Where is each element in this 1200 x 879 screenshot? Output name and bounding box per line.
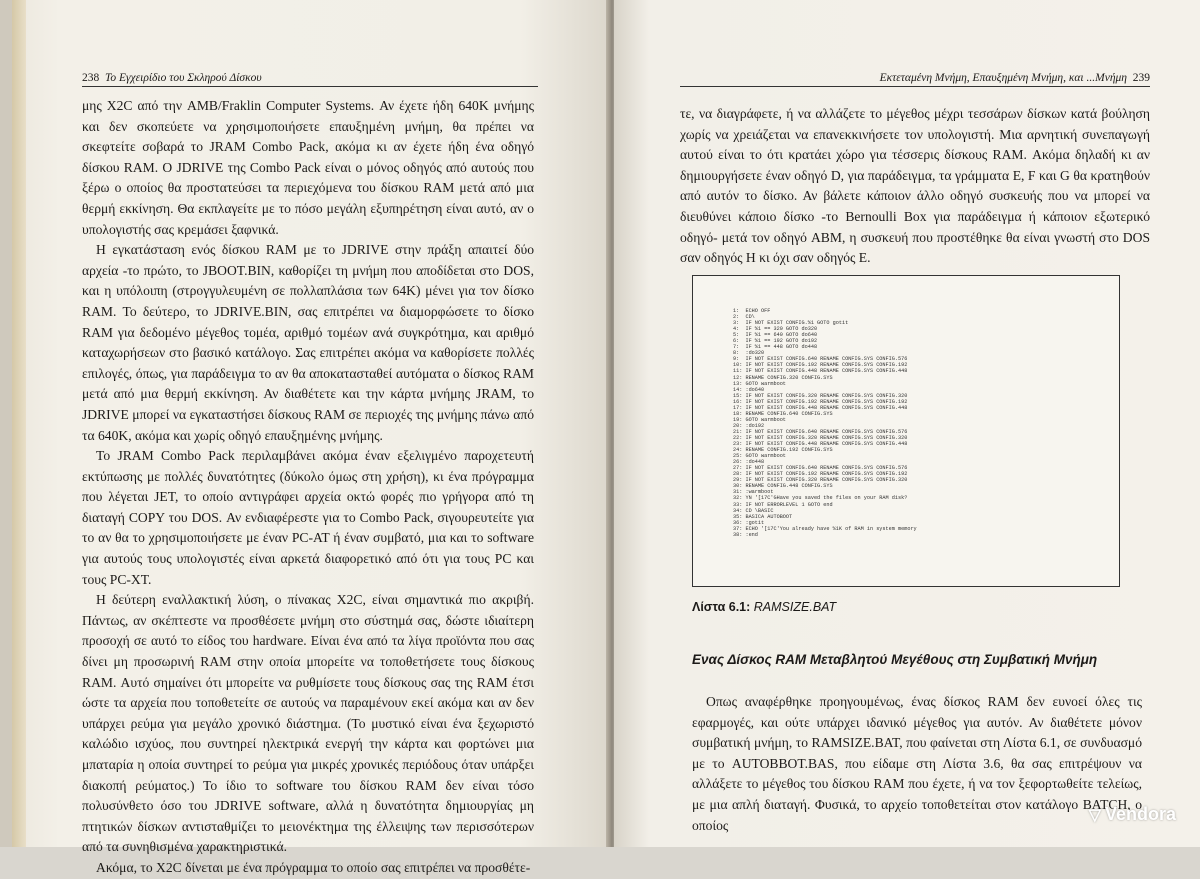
code-line: 9: IF NOT EXIST CONFIG.640 RENAME CONFIG.SYS CONFIG.576 [733, 356, 908, 363]
code-line: 18: RENAME CONFIG.640 CONFIG.SYS [733, 410, 833, 417]
right-paragraph: Οπως αναφέρθηκε προηγουμένως, ένας δίσκος RAM δεν ευνοεί όλες τις εφαρμογές, και ούτε υπάρχει ιδανικό μέγεθος για αυτόν. Αν διαθέτετε μόνον συμβατική μνήμη, το RAMSIZE.BAT, που φαίνεται στη Λίστα 6.1, σε συνδυασμό με το AUTOBBOT.BAS, που είδαμε στη Λίστα 3.6, θα σας επιτρέψουν να αλλάξετε το μέγεθος του δίσκου RAM που έχετε, ή να τον ξεφορτωθείτε τελείως, με μια απλή διαταγή. Φυσικά, το αρχείο τοποθετείται στον κατάλογο BATCH, ο οποίος [692, 694, 1142, 833]
left-body-text [82, 96, 534, 879]
code-line: 26: :do448 [733, 459, 765, 466]
code-line: 12: RENAME CONFIG.320 CONFIG.SYS [733, 374, 833, 381]
code-line: 21: IF NOT EXIST CONFIG.640 RENAME CONFIG.SYS CONFIG.576 [733, 428, 908, 435]
left-paragraph: Η εγκατάσταση ενός δίσκου RAM με το JDRIVE στην πράξη απαιτεί δύο αρχεία -το πρώτο, το JBOOT.BIN, καθορίζει τη μνήμη που αποδίδεται στο DOS, και η υπόλοιπη (στρογγυλευμένη σε πολλαπλάσια των 64K) μένει για τον δίσκο RAM. Το δεύτερο, το JDRIVE.BIN, σας επιτρέπει να διαμορφώσετε το δίσκο RAM για δεδομένο μέγεθος τομέα, αριθμό τομέων ανά συγκρότημα, και αριθμό καταχωρήσεων στο βασικό κατάλογο. Σας επιτρέπει ακόμα να καθορίσετε πολλές επιλογές, όπως, για παράδειγμα το αν θα αποκατασταθεί αυτόματα ο δίσκος RAM μετά από μια θερμή εκκίνηση. Αν διαθέτετε και την κάρτα μνήμης JRAM, το JDRIVE μπορεί να εγκαταστήσει δίσκους RAM σε περιοχές της μνήμης πάνω από τα 640K, ακόμα και χωρίς οδηγό επαυξημένης μνήμης. [82, 242, 534, 443]
code-line: 2: CD\ [733, 314, 755, 321]
vendora-logo-icon: ▽ [1088, 807, 1101, 824]
code-line: 30: RENAME CONFIG.448 CONFIG.SYS [733, 483, 833, 490]
right-header-title: Εκτεταμένη Μνήμη, Επαυξημένη Μνήμη, και ...Μνήμη [879, 72, 1127, 84]
code-line: 22: IF NOT EXIST CONFIG.320 RENAME CONFIG.SYS CONFIG.320 [733, 434, 908, 441]
code-listing [733, 308, 917, 538]
watermark-text: Vendora [1104, 804, 1176, 824]
code-line: 17: IF NOT EXIST CONFIG.448 RENAME CONFIG.SYS CONFIG.448 [733, 404, 908, 411]
code-line: 14: :do640 [733, 386, 765, 393]
code-line: 27: IF NOT EXIST CONFIG.640 RENAME CONFIG.SYS CONFIG.576 [733, 465, 908, 472]
code-line: 28: IF NOT EXIST CONFIG.192 RENAME CONFIG.SYS CONFIG.192 [733, 471, 908, 478]
code-line: 32: YN '[17C'GHave you saved the files on your RAM disk? [733, 495, 908, 502]
code-line: 24: RENAME CONFIG.192 CONFIG.SYS [733, 447, 833, 454]
code-line: 6: IF %1 == 192 GOTO do192 [733, 338, 818, 345]
watermark [1089, 804, 1176, 825]
code-line: 4: IF %1 == 320 GOTO do320 [733, 326, 818, 333]
section-heading: Ενας Δίσκος RAM Μεταβλητού Μεγέθους στη Συμβατική Μνήμη [692, 652, 1098, 667]
code-line: 20: :do192 [733, 422, 765, 429]
code-line: 3: IF NOT EXIST CONFIG.%1 GOTO gotit [733, 320, 849, 327]
right-bottom-text [692, 692, 1142, 836]
code-line: 7: IF %1 == 448 GOTO do448 [733, 344, 818, 351]
right-page [614, 0, 1200, 847]
right-running-head [680, 72, 1150, 87]
code-line: 5: IF %1 == 640 GOTO do640 [733, 332, 818, 339]
left-header-title: Το Εγχειρίδιο του Σκληρού Δίσκου [105, 72, 262, 84]
left-paragraph: μης X2C από την AMB/Fraklin Computer Systems. Αν έχετε ήδη 640K μνήμης και δεν σκοπεύετε να χρησιμοποιήσετε επαυξημένη μνήμη, θα πρέπει να σκεφτείτε σοβαρά το JRAM Combo Pack, ακόμα κι αν έχετε ήδη ένα οδηγό δίσκου RAM. Ο JDRIVE της Combo Pack είναι ο μόνος οδηγός από αυτούς που ξέρω ο οποίος θα προστατεύσει τα περιεχόμενα του δίσκου RAM μετά από μια θερμή εκκίνηση. Θα εκπλαγείτε με το πόσο μεγάλη εξυπηρέτηση είναι αυτό, αν ο υπολογιστής σας κρεμάσει ξαφνικά. [82, 98, 534, 237]
right-paragraph: τε, να διαγράφετε, ή να αλλάζετε το μέγεθος μέχρι τεσσάρων δίσκων κατά βούληση χωρίς να χρειάζεται να επανεκκινήσετε τον υπολογιστή. Μια αρνητική συνεπαγωγή αυτού είναι το ότι κρατάει χώρο για τέσσερις δίσκους RAM. Ακόμα δηλαδή κι αν δημιουργήσετε έναν οδηγό D, για παράδειγμα, τα γράμματα E, F και G θα κρατηθούν από αυτόν το δίσκο. Αν βάλετε κάποιον άλλο οδηγό συσκευής που να μπορεί να διευθύνει κάποιο δίσκο -το Bernoulli Box για παράδειγμα ή κάποιον εξωτερικό οδηγό- μετά τον οδηγό ABM, η συσκευή που προστέθηκε θα είναι γνωστή στο DOS σαν οδηγός H κι όχι σαν οδηγός E. [680, 106, 1150, 266]
code-line: 36: :gotit [733, 519, 765, 526]
left-running-head [82, 72, 538, 87]
code-line: 13: GOTO warmboot [733, 380, 786, 387]
left-paragraph: Το JRAM Combo Pack περιλαμβάνει ακόμα έναν εξελιγμένο παροχετευτή εκτύπωσης με πολλές δυνατότητες (δύκολο όμως στη χρήση), κι ένα πρόγραμμα που λέγεται JET, το οποίο αντιγράφει αρχεία οκτώ φορές πιο γρήγορα από τη διαταγή COPY του DOS. Αν ενδιαφέρεστε για το Combo Pack, σιγουρευτείτε για το αν θα το χρησιμοποιήσετε με έναν PC-AT ή έναν συμβατό, μια και το software για αυτούς τους υπολογιστές είναι αρκετά διαφορετικό από ότι για τους PC και τους PC-XT. [82, 448, 534, 587]
caption-filename: RAMSIZE.BAT [753, 600, 837, 614]
code-line: 31: :warmboot [733, 489, 774, 496]
code-line: 25: GOTO warmboot [733, 453, 786, 460]
code-line: 37: ECHO '[17C'You already have %1K of RAM in system memory [733, 525, 917, 532]
listing-caption [692, 600, 836, 614]
right-page-number: 239 [1132, 72, 1150, 84]
left-paragraph: Η δεύτερη εναλλακτική λύση, ο πίνακας X2C, είναι σημαντικά πιο ακριβή. Πάντως, αν σκέπτεστε να προσθέσετε μνήμη στο σύστημά σας, δώστε ιδιαίτερη προσοχή σε αυτό το είδος του hardware. Είναι ένα από τα λίγα προϊόντα που σας δίνει μη προσωρινή RAM στην οποία μπορείτε να τοποθετήσετε τους δίσκους RAM. Αυτό σημαίνει ότι μπορείτε να ρυθμίσετε τους δίσκους σας της RAM έτσι ώστε τα αρχεία που τοποθετείτε σε αυτούς να παραμένουν εκεί ακόμα και αν δεν υπάρχει ρεύμα για μεγάλο χρονικό διάστημα. (Το μυστικό είναι ένα ξεχωριστό καλώδιο ισχύος, που συντηρεί ηλεκτρικά ενεργή την κάρτα και φορτώνει μια μπαταρία η οποία συντηρεί το ρεύμα για μικρές χρονικές περιόδους όταν υπάρξει διακοπή ρεύματος.) Το ίδιο το software του δίσκου RAM δεν είναι τόσο πολυσύνθετο όσο του JDRIVE software, αλλά η δυνατότητα δημιουργίας μη πτητικών δίσκων αντισταθμίζει το μειονέκτημα της έλλειψης των περισσότερων από τα συνηθισμένα χαρακτηριστικά. [82, 592, 534, 855]
code-line: 33: IF NOT ERRORLEVEL 1 GOTO end [733, 501, 833, 508]
code-line: 23: IF NOT EXIST CONFIG.448 RENAME CONFIG.SYS CONFIG.448 [733, 441, 908, 448]
left-page-number: 238 [82, 72, 100, 84]
right-top-text [680, 104, 1150, 269]
code-line: 1: ECHO OFF [733, 308, 771, 314]
left-page [12, 0, 610, 875]
code-line: 15: IF NOT EXIST CONFIG.320 RENAME CONFIG.SYS CONFIG.320 [733, 392, 908, 399]
caption-label: Λίστα 6.1: [692, 600, 751, 614]
code-line: 34: CD \BASIC [733, 507, 774, 514]
code-line: 38: :end [733, 531, 758, 538]
code-line: 8: :do320 [733, 350, 765, 357]
code-line: 29: IF NOT EXIST CONFIG.320 RENAME CONFIG.SYS CONFIG.320 [733, 477, 908, 484]
page-edge [12, 0, 26, 847]
code-line: 10: IF NOT EXIST CONFIG.192 RENAME CONFIG.SYS CONFIG.192 [733, 362, 908, 369]
code-line: 35: BASICA AUTOBOOT [733, 513, 793, 520]
code-line: 19: GOTO warmboot [733, 416, 786, 423]
left-paragraph: Ακόμα, το X2C δίνεται με ένα πρόγραμμα το οποίο σας επιτρέπει να προσθέτε- [96, 859, 531, 875]
code-line: 16: IF NOT EXIST CONFIG.192 RENAME CONFIG.SYS CONFIG.192 [733, 398, 908, 405]
code-line: 11: IF NOT EXIST CONFIG.448 RENAME CONFIG.SYS CONFIG.448 [733, 368, 908, 375]
code-listing-box [692, 275, 1120, 587]
